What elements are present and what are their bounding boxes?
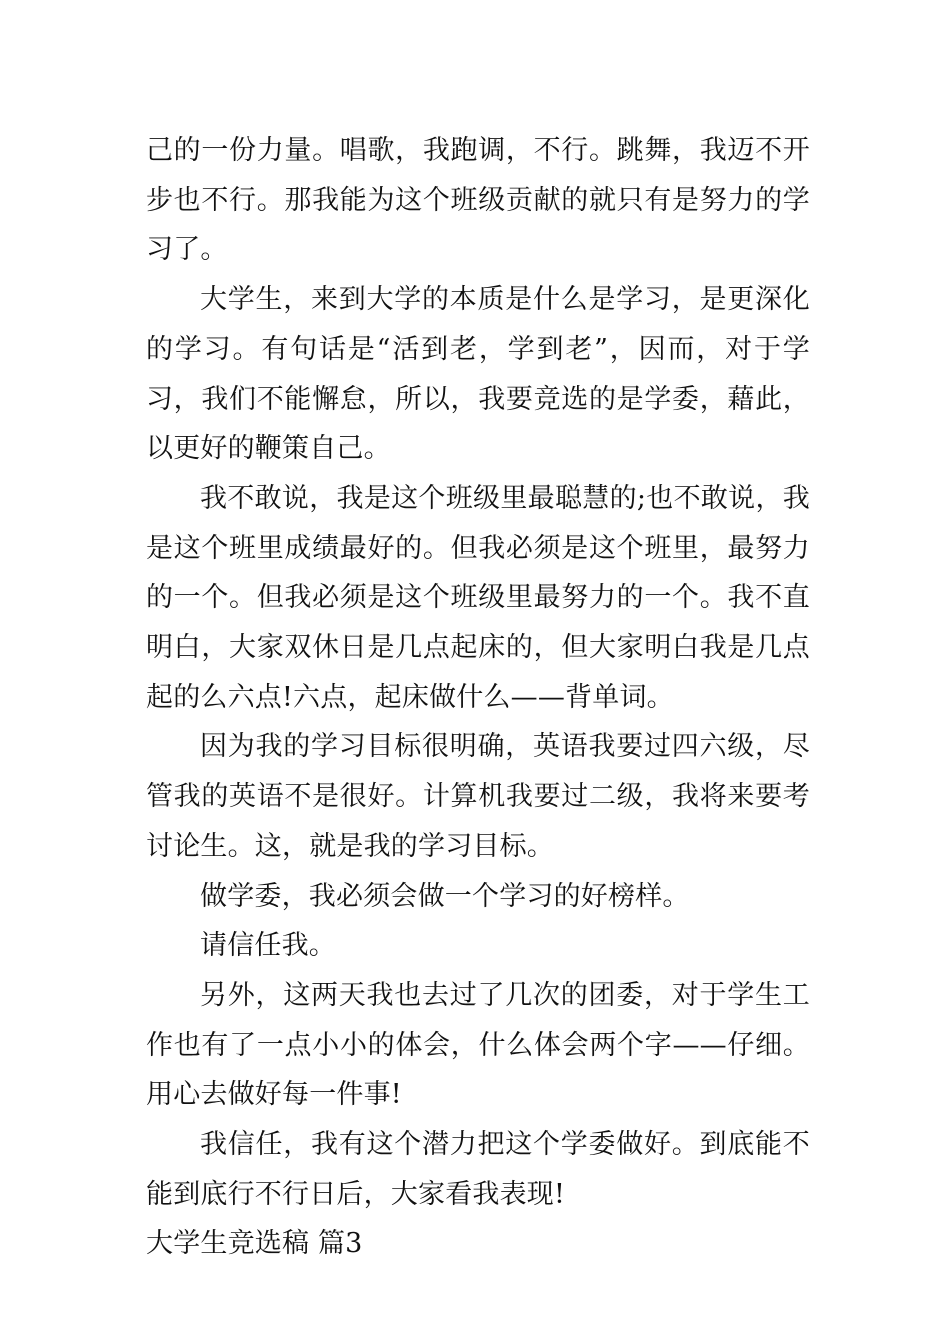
document-body xyxy=(146,126,810,1269)
paragraph-7: 另外，这两天我也去过了几次的团委，对于学生工作也有了一点小小的体会，什么体会两个字——仔细。用心去做好每一件事! xyxy=(146,979,810,1111)
paragraph-8: 我信任，我有这个潜力把这个学委做好。到底能不能到底行不行日后，大家看我表现! xyxy=(146,1129,810,1210)
paragraph-4: 因为我的学习目标很明确，英语我要过四六级，尽管我的英语不是很好。计算机我要过二级，我将来要考讨论生。这，就是我的学习目标。 xyxy=(146,731,810,862)
paragraph-2: 大学生，来到大学的本质是什么是学习，是更深化的学习。有句话是“活到老，学到老”，因而，对于学习，我们不能懈怠，所以，我要竞选的是学委，藉此，以更好的鞭策自己。 xyxy=(146,284,810,465)
paragraph-3: 我不敢说，我是这个班级里最聪慧的;也不敢说，我是这个班里成绩最好的。但我必须是这个班里，最努力的一个。但我必须是这个班级里最努力的一个。我不直明白，大家双休日是几点起床的，但大家明白我是几点起的么六点!六点，起床做什么——背单词。 xyxy=(146,482,810,713)
paragraph-5: 做学委，我必须会做一个学习的好榜样。 xyxy=(200,880,690,912)
paragraph-6: 请信任我。 xyxy=(200,930,336,962)
section-heading: 大学生竞选稿 篇3 xyxy=(146,1228,363,1260)
paragraph-1: 己的一份力量。唱歌，我跑调，不行。跳舞，我迈不开步也不行。那我能为这个班级贡献的就只有是努力的学习了。 xyxy=(146,135,810,266)
